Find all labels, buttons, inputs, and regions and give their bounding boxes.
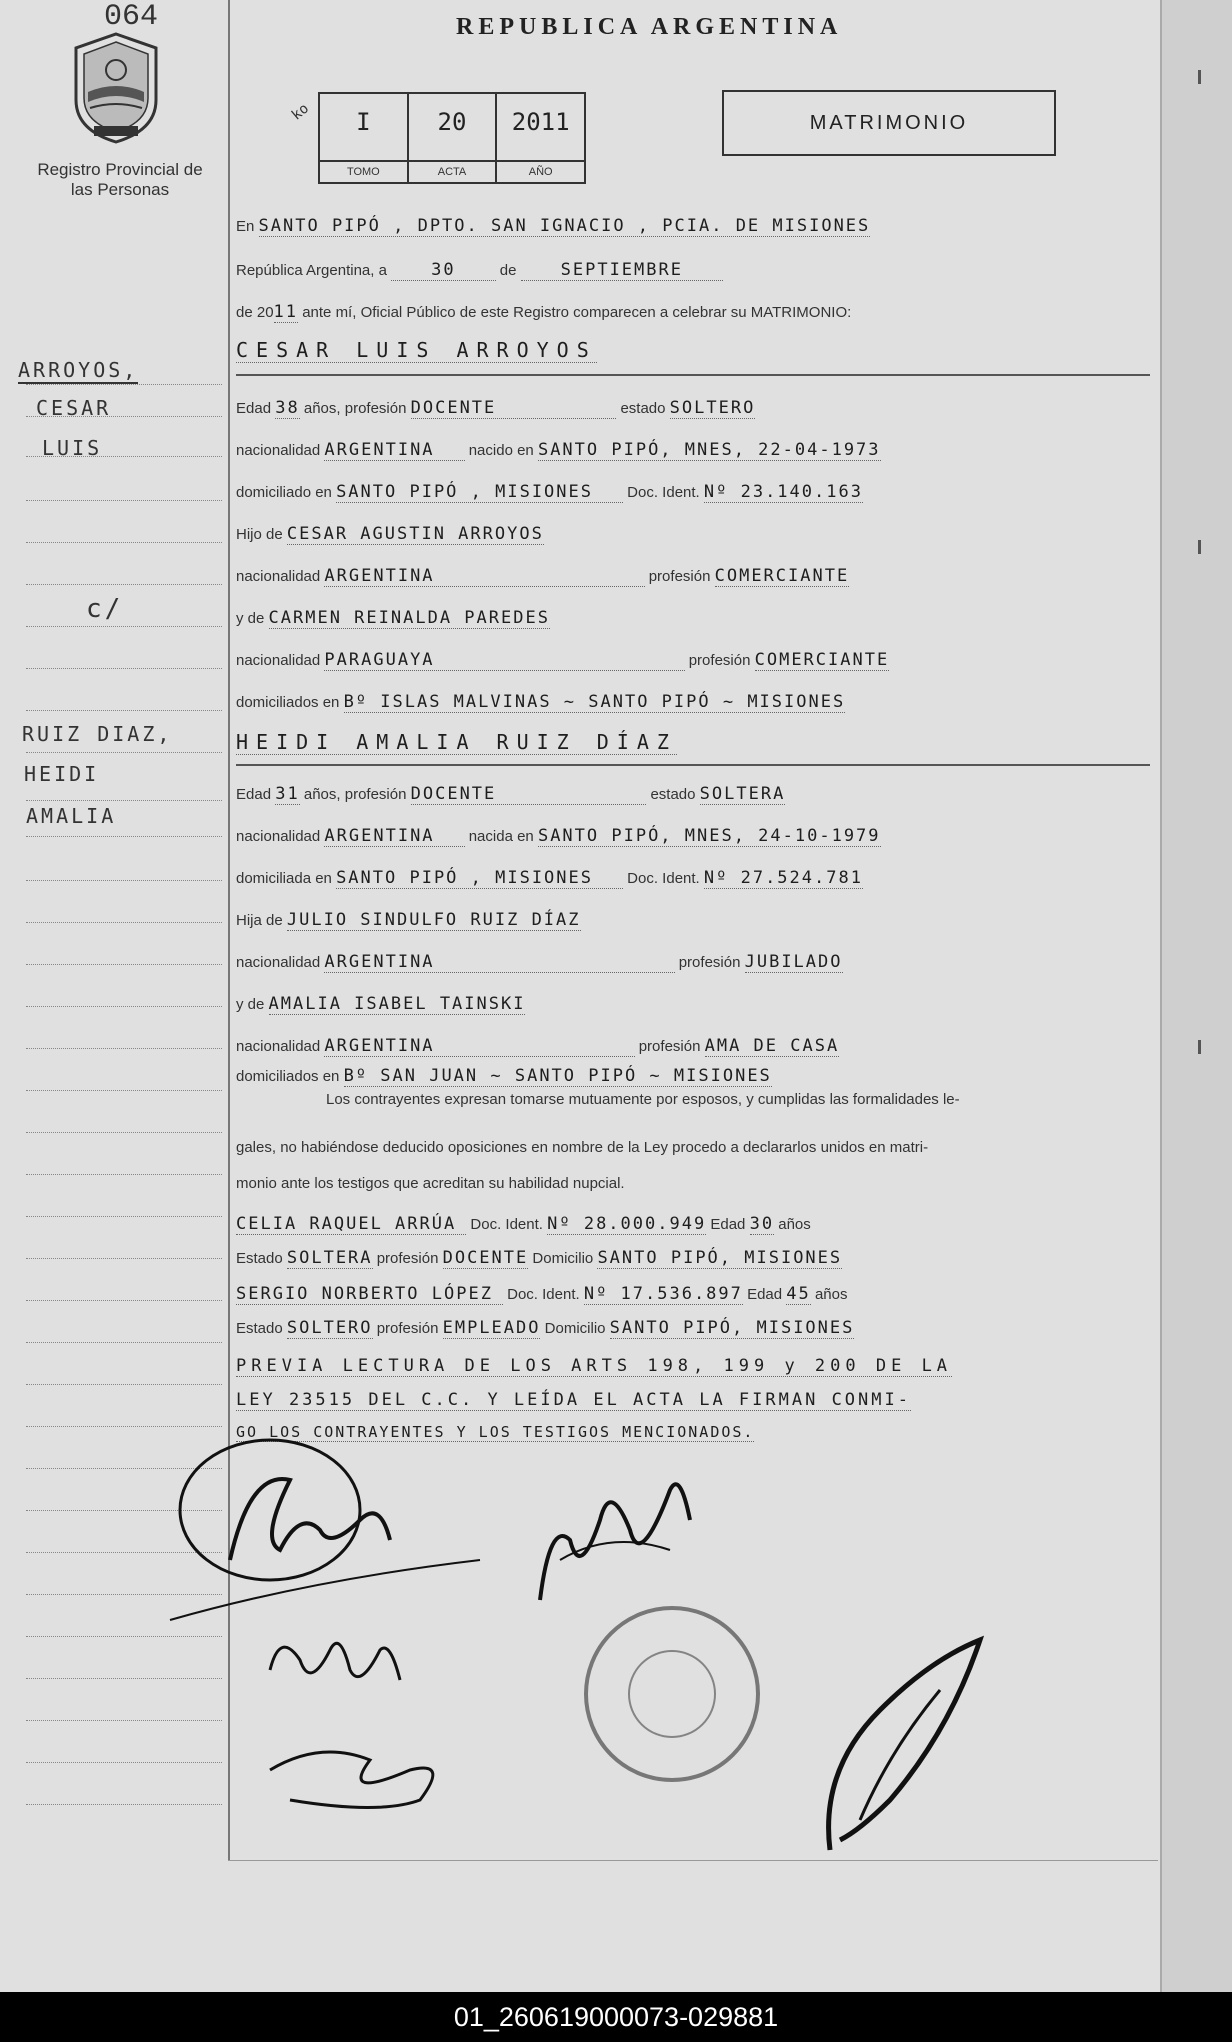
binding-mark	[1198, 1040, 1201, 1054]
witness-1-doc: Nº 28.000.949	[547, 1214, 707, 1234]
margin-bride-surname: RUIZ DIAZ,	[22, 722, 173, 746]
groom-nationality: ARGENTINA	[324, 440, 464, 461]
bride-name-line	[236, 728, 1150, 756]
edad-label: Edad	[236, 400, 272, 417]
place-line	[236, 212, 1150, 240]
bride-full-name: HEIDI AMALIA RUIZ DÍAZ	[236, 730, 677, 754]
bride-mother-line	[236, 990, 1150, 1018]
bride-nationality-line	[236, 822, 1150, 850]
closing-text-2: LEY 23515 DEL C.C. Y LEÍDA EL ACTA LA FIRMAN CONMI-	[236, 1390, 911, 1410]
closing-text-3: GO LOS CONTRAYENTES Y LOS TESTIGOS MENCIONADOS.	[236, 1423, 755, 1441]
groom-father-line	[236, 520, 1150, 548]
groom-parents-address-line	[236, 688, 1150, 716]
groom-status: SOLTERO	[669, 398, 756, 418]
bride-profession: DOCENTE	[411, 784, 647, 805]
witness-2-age: 45	[786, 1284, 811, 1304]
groom-address: SANTO PIPÓ , MISIONES	[336, 482, 623, 503]
profesion-label: profesión	[638, 1038, 701, 1055]
anos-label: años	[814, 1286, 848, 1303]
corner-note: ko	[288, 100, 313, 124]
witness-2-doc: Nº 17.536.897	[583, 1284, 743, 1304]
signature-official-icon	[800, 1630, 1000, 1860]
groom-mother-line	[236, 604, 1150, 632]
nacionalidad-label: nacionalidad	[236, 954, 321, 971]
statement-line	[236, 298, 1150, 326]
nacionalidad-label: nacionalidad	[236, 1038, 321, 1055]
nacida-label: nacida en	[468, 828, 534, 845]
margin-groom-name: CESAR	[36, 396, 112, 420]
groom-name-line	[236, 336, 1150, 364]
signature-witness-2-icon	[260, 1730, 460, 1820]
declaration-line-2: gales, no habiéndose deducido oposiciones en nombre de la Ley procedo a declararlos unidos en matri-	[236, 1139, 929, 1156]
de-label: de	[499, 262, 517, 279]
signature-bride-icon	[520, 1460, 700, 1620]
domicilio-label: Domicilio	[532, 1250, 594, 1267]
declaration-line-1: Los contrayentes expresan tomarse mutuamente por esposos, y cumplidas las formalidades le-	[326, 1091, 960, 1108]
month-value: SEPTIEMBRE	[521, 260, 723, 281]
margin-groom-surname: ARROYOS,	[18, 358, 139, 382]
edad-label: Edad	[747, 1286, 783, 1303]
witness-1-name: CELIA RAQUEL ARRÚA	[236, 1214, 466, 1235]
signature-groom-icon	[160, 1430, 490, 1630]
closing-text-1: PREVIA LECTURA DE LOS ARTS 198, 199 y 200 DE LA	[236, 1356, 953, 1376]
groom-mother-nationality: PARAGUAYA	[324, 650, 684, 671]
estado-label: estado	[650, 786, 696, 803]
witness-1-profession: DOCENTE	[442, 1248, 529, 1268]
bride-father: JULIO SINDULFO RUIZ DÍAZ	[286, 910, 581, 930]
groom-mother-nationality-line	[236, 646, 1150, 674]
domicilio-label: Domicilio	[544, 1320, 606, 1337]
domiciliados-label: domiciliados en	[236, 1068, 340, 1085]
anos-profesion-label: años, profesión	[303, 786, 407, 803]
estado-label: estado	[620, 400, 666, 417]
groom-parents-address: Bº ISLAS MALVINAS ~ SANTO PIPÓ ~ MISIONES	[343, 692, 846, 712]
witness-2-status: SOLTERO	[286, 1318, 373, 1338]
anos-profesion-label: años, profesión	[303, 400, 407, 417]
registry-label: Registro Provincial de las Personas	[37, 160, 203, 199]
edad-label: Edad	[710, 1216, 746, 1233]
bride-mother-nationality-line	[236, 1032, 1150, 1060]
profesion-label: profesión	[678, 954, 741, 971]
tomo-label: TOMO	[320, 160, 407, 182]
witness-1-status: SOLTERA	[286, 1248, 373, 1268]
nacionalidad-label: nacionalidad	[236, 442, 321, 459]
year-value: 11	[273, 302, 299, 322]
statement-text: ante mí, Oficial Público de este Registro comparecen a celebrar su MATRIMONIO:	[302, 304, 852, 321]
bride-parents-address: Bº SAN JUAN ~ SANTO PIPÓ ~ MISIONES	[343, 1066, 772, 1086]
margin-groom-name: LUIS	[42, 436, 103, 460]
bride-father-profession: JUBILADO	[744, 952, 843, 972]
yde-label: y de	[236, 996, 265, 1013]
bride-doc: Nº 27.524.781	[703, 868, 863, 888]
witness-2-name: SERGIO NORBERTO LÓPEZ	[236, 1284, 503, 1305]
binding-mark	[1198, 540, 1201, 554]
witness-1-line	[236, 1210, 1150, 1238]
doc-label: Doc. Ident.	[627, 870, 700, 887]
groom-father-nationality-line	[236, 562, 1150, 590]
bride-father-nationality-line	[236, 948, 1150, 976]
profesion-label: profesión	[376, 1320, 439, 1337]
bride-mother: AMALIA ISABEL TAINSKI	[268, 994, 526, 1014]
closing-line-2	[236, 1386, 1150, 1414]
witness-2-details-line	[236, 1314, 1150, 1342]
groom-nationality-line	[236, 436, 1150, 464]
acta-value: 20	[437, 108, 467, 136]
anio-value: 2011	[511, 108, 570, 136]
domiciliada-label: domiciliada en	[236, 870, 332, 887]
bride-status: SOLTERA	[699, 784, 786, 804]
doc-label: Doc. Ident.	[627, 484, 700, 501]
bride-mother-nationality: ARGENTINA	[324, 1036, 634, 1057]
bride-address: SANTO PIPÓ , MISIONES	[336, 868, 623, 889]
groom-address-line	[236, 478, 1150, 506]
profesion-label: profesión	[376, 1250, 439, 1267]
profesion-label: profesión	[648, 568, 711, 585]
date-line	[236, 256, 1150, 284]
bride-birth: SANTO PIPÓ, MNES, 24-10-1979	[537, 826, 881, 846]
acta-label: ACTA	[409, 160, 496, 182]
declaration-line-3: monio ante los testigos que acreditan su habilidad nupcial.	[236, 1175, 625, 1192]
en-label: En	[236, 218, 255, 235]
domiciliados-label: domiciliados en	[236, 694, 340, 711]
day-value: 30	[391, 260, 495, 281]
groom-birth: SANTO PIPÓ, MNES, 22-04-1973	[537, 440, 881, 460]
place-value: SANTO PIPÓ , DPTO. SAN IGNACIO , PCIA. DE MISIONES	[258, 216, 871, 236]
estado-label: Estado	[236, 1250, 283, 1267]
closing-line-1	[236, 1352, 1150, 1380]
doc-label: Doc. Ident.	[507, 1286, 580, 1303]
bride-father-line	[236, 906, 1150, 934]
margin-bride-name: AMALIA	[26, 804, 117, 828]
tomo-value: I	[356, 108, 371, 136]
profesion-label: profesión	[688, 652, 751, 669]
image-code-footer: 01_260619000073-029881	[0, 1992, 1232, 2042]
witness-1-address: SANTO PIPÓ, MISIONES	[597, 1248, 843, 1268]
bride-nationality: ARGENTINA	[324, 826, 464, 847]
binding-mark	[1198, 70, 1201, 84]
witness-1-details-line	[236, 1244, 1150, 1272]
anos-label: años	[778, 1216, 811, 1233]
edad-label: Edad	[236, 786, 272, 803]
witness-1-age: 30	[749, 1214, 775, 1234]
groom-doc: Nº 23.140.163	[703, 482, 863, 502]
nacionalidad-label: nacionalidad	[236, 828, 321, 845]
signature-witness-1-icon	[260, 1620, 410, 1710]
hija-label: Hija de	[236, 912, 283, 929]
domiciliado-label: domiciliado en	[236, 484, 332, 501]
anio-label: AÑO	[497, 160, 584, 182]
groom-full-name: CESAR LUIS ARROYOS	[236, 338, 597, 362]
page-edge	[1160, 0, 1232, 1992]
bride-age: 31	[275, 784, 300, 804]
country-title: REPUBLICA ARGENTINA	[456, 14, 843, 40]
republica-label: República Argentina, a	[236, 262, 387, 279]
margin-bride-name: HEIDI	[24, 762, 100, 786]
year-label: de 20	[236, 304, 274, 321]
hijo-label: Hijo de	[236, 526, 283, 543]
estado-label: Estado	[236, 1320, 283, 1337]
bride-mother-profession: AMA DE CASA	[704, 1036, 840, 1056]
groom-father-nationality: ARGENTINA	[324, 566, 644, 587]
bride-age-line	[236, 780, 1150, 808]
document-number: 064	[104, 0, 159, 34]
groom-father: CESAR AGUSTIN ARROYOS	[286, 524, 544, 544]
stamp-inner-ring	[628, 1650, 716, 1738]
groom-mother-profession: COMERCIANTE	[754, 650, 890, 670]
bride-father-nationality: ARGENTINA	[324, 952, 674, 973]
nacionalidad-label: nacionalidad	[236, 568, 321, 585]
witness-2-address: SANTO PIPÓ, MISIONES	[609, 1318, 855, 1338]
yde-label: y de	[236, 610, 265, 627]
nacionalidad-label: nacionalidad	[236, 652, 321, 669]
bride-address-line	[236, 864, 1150, 892]
record-type: MATRIMONIO	[722, 90, 1056, 156]
groom-mother: CARMEN REINALDA PAREDES	[268, 608, 550, 628]
witness-2-line	[236, 1280, 1150, 1308]
groom-age: 38	[275, 398, 300, 418]
groom-father-profession: COMERCIANTE	[714, 566, 850, 586]
groom-age-line	[236, 394, 1150, 422]
groom-profession: DOCENTE	[411, 398, 617, 419]
official-stamp-icon	[584, 1606, 760, 1782]
margin-connector: c/	[86, 594, 124, 624]
nacido-label: nacido en	[468, 442, 534, 459]
witness-2-profession: EMPLEADO	[442, 1318, 541, 1338]
doc-label: Doc. Ident.	[470, 1216, 543, 1233]
province-seal-icon	[68, 30, 164, 146]
